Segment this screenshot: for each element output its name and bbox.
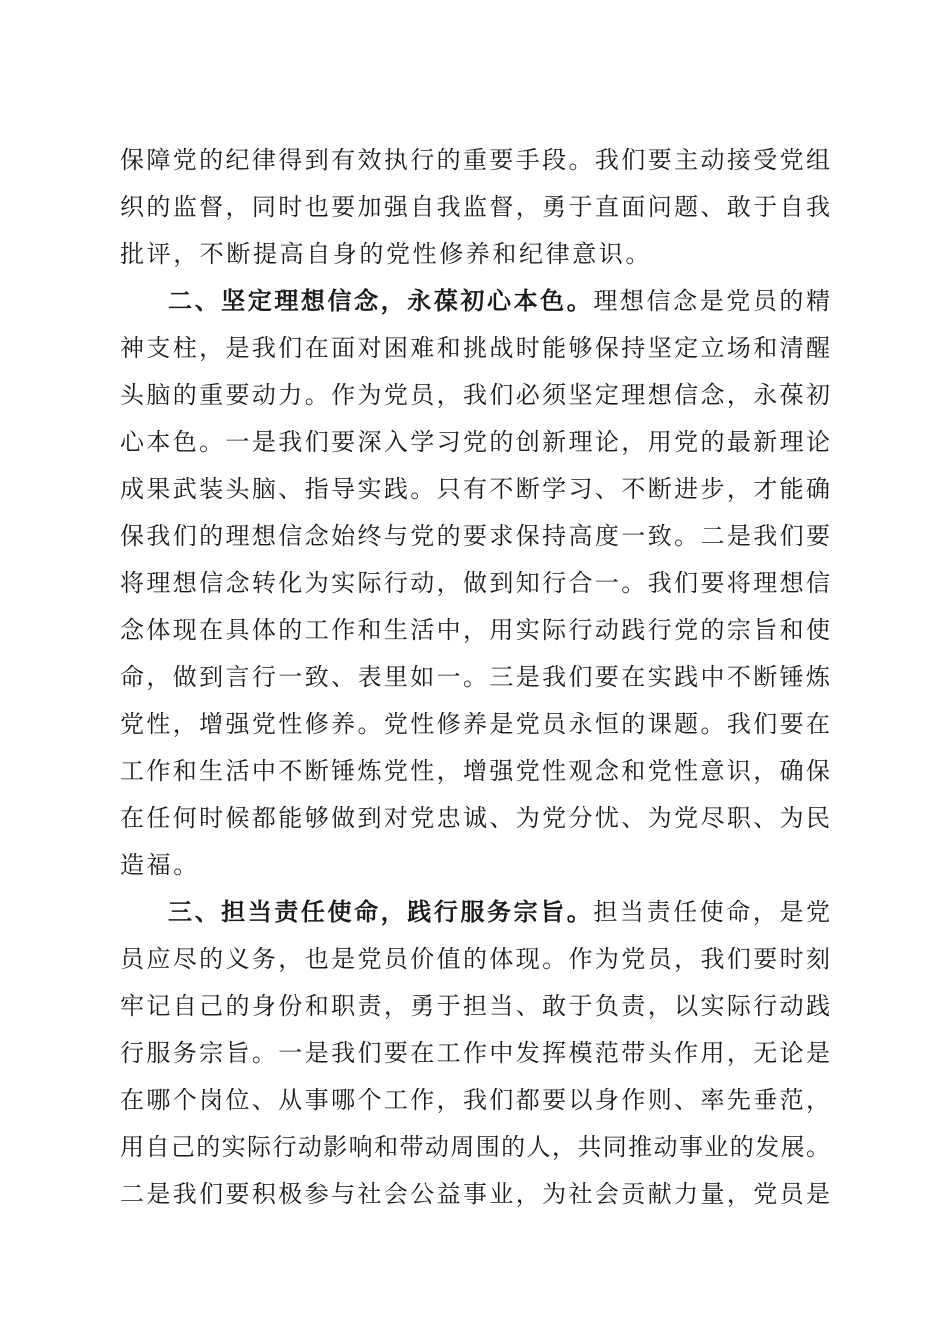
paragraph-line: 党性，增强党性修养。党性修养是党员永恒的课题。我们要在 — [120, 710, 830, 738]
section-heading-2: 二、坚定理想信念，永葆初心本色。 — [168, 287, 594, 315]
paragraph-line: 在任何时候都能够做到对党忠诚、为党分忧、为党尽职、为民 — [120, 804, 830, 832]
paragraph-line: 行服务宗旨。一是我们要在工作中发挥模范带头作用，无论是 — [120, 1039, 830, 1067]
paragraph-line: 牢记自己的身份和职责，勇于担当、敢于负责，以实际行动践 — [120, 992, 830, 1020]
section-heading-3: 三、担当责任使命，践行服务宗旨。 — [168, 898, 594, 926]
paragraph-line: 二是我们要积极参与社会公益事业，为社会贡献力量，党员是 — [120, 1180, 830, 1208]
paragraph-line: 将理想信念转化为实际行动，做到知行合一。我们要将理想信 — [120, 569, 830, 597]
paragraph-line: 神支柱，是我们在面对困难和挑战时能够保持坚定立场和清醒 — [120, 334, 830, 362]
paragraph-line: 保障党的纪律得到有效执行的重要手段。我们要主动接受党组 — [120, 146, 830, 174]
paragraph-line: 批评，不断提高自身的党性修养和纪律意识。 — [120, 240, 652, 268]
paragraph-line: 保我们的理想信念始终与党的要求保持高度一致。二是我们要 — [120, 522, 830, 550]
paragraph-line: 命，做到言行一致、表里如一。三是我们要在实践中不断锤炼 — [120, 663, 830, 691]
paragraph-line: 头脑的重要动力。作为党员，我们必须坚定理想信念，永葆初 — [120, 381, 830, 409]
section-heading-line: 三、担当责任使命，践行服务宗旨。担当责任使命，是党 — [168, 898, 831, 926]
section-heading-line: 二、坚定理想信念，永葆初心本色。理想信念是党员的精 — [168, 287, 831, 315]
paragraph-line: 念体现在具体的工作和生活中，用实际行动践行党的宗旨和使 — [120, 616, 830, 644]
paragraph-line: 心本色。一是我们要深入学习党的创新理论，用党的最新理论 — [120, 428, 830, 456]
paragraph-line: 在哪个岗位、从事哪个工作，我们都要以身作则、率先垂范， — [120, 1086, 830, 1114]
paragraph-line: 造福。 — [120, 851, 200, 879]
paragraph-line: 用自己的实际行动影响和带动周围的人，共同推动事业的发展。 — [120, 1133, 830, 1161]
paragraph-line: 织的监督，同时也要加强自我监督，勇于直面问题、敢于自我 — [120, 193, 830, 221]
paragraph-line: 员应尽的义务，也是党员价值的体现。作为党员，我们要时刻 — [120, 945, 830, 973]
paragraph-line: 工作和生活中不断锤炼党性，增强党性观念和党性意识，确保 — [120, 757, 830, 785]
paragraph-line: 成果武装头脑、指导实践。只有不断学习、不断进步，才能确 — [120, 475, 830, 503]
